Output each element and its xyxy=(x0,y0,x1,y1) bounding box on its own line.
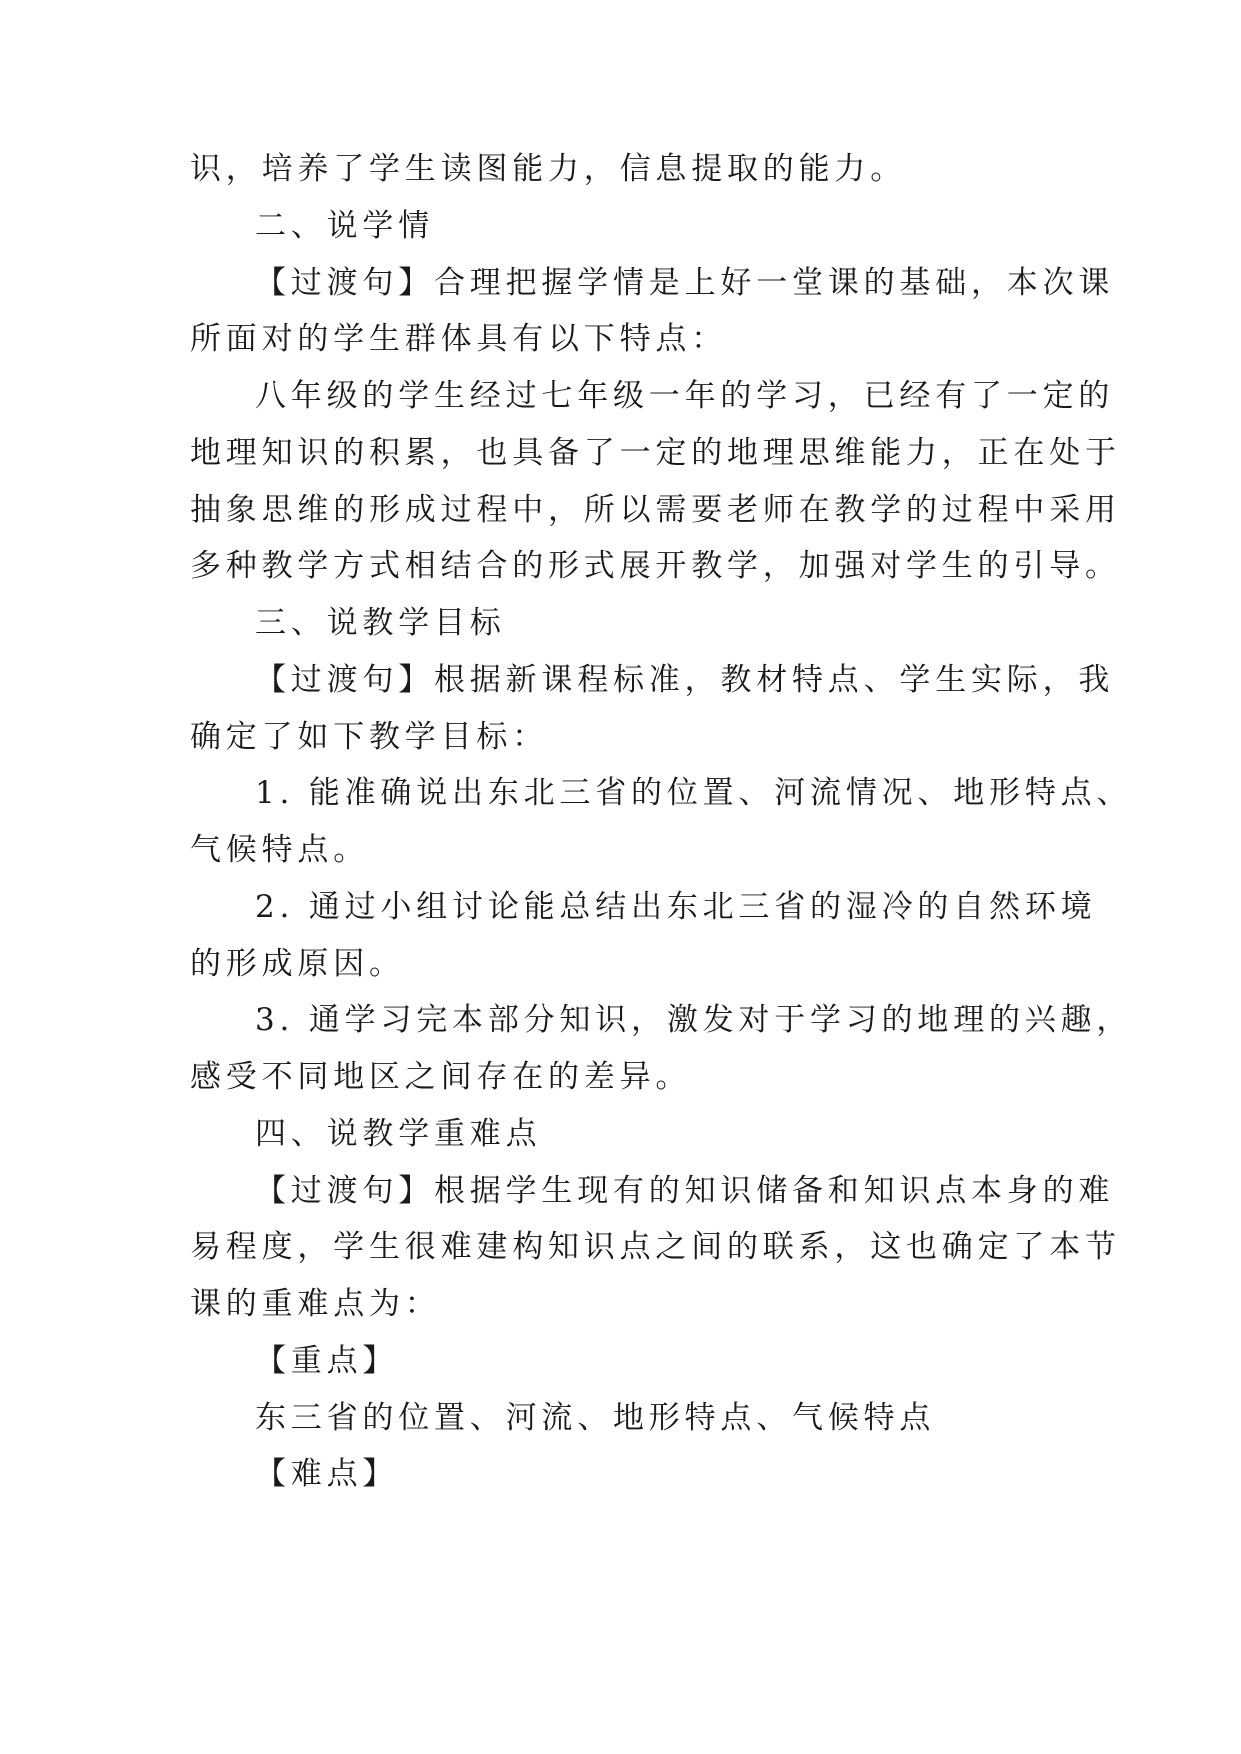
paragraph-line: 【过渡句】合理把握学情是上好一堂课的基础，本次课 xyxy=(255,265,1115,301)
paragraph-line: 多种教学方式相结合的形式展开教学，加强对学生的引导。 xyxy=(190,548,1121,584)
paragraph-line: 【过渡句】根据学生现有的知识储备和知识点本身的难 xyxy=(255,1173,1115,1209)
paragraph-line: 易程度，学生很难建构知识点之间的联系，这也确定了本节 xyxy=(190,1229,1121,1265)
paragraph-line: 抽象思维的形成过程中，所以需要老师在教学的过程中采用 xyxy=(190,492,1121,528)
paragraph-line: 气候特点。 xyxy=(190,832,369,868)
paragraph-line: 八年级的学生经过七年级一年的学习，已经有了一定的 xyxy=(255,378,1115,414)
paragraph-line: 感受不同地区之间存在的差异。 xyxy=(190,1059,692,1095)
paragraph-line: 【过渡句】根据新课程标准，教材特点、学生实际，我 xyxy=(255,662,1115,698)
paragraph-line: 的形成原因。 xyxy=(190,946,405,982)
paragraph-line: 识，培养了学生读图能力，信息提取的能力。 xyxy=(190,151,906,187)
list-item-goal-2: 2. 通过小组讨论能总结出东北三省的湿冷的自然环境 xyxy=(255,889,1097,925)
paragraph-line: 东三省的位置、河流、地形特点、气候特点 xyxy=(255,1400,936,1436)
paragraph-line: 确定了如下教学目标： xyxy=(190,719,548,755)
paragraph-line: 所面对的学生群体具有以下特点： xyxy=(190,321,727,357)
label-difficult-point: 【难点】 xyxy=(255,1456,399,1492)
list-item-goal-3: 3. 通学习完本部分知识，激发对于学习的地理的兴趣， xyxy=(255,1002,1133,1038)
section-heading-learning-situation: 二、说学情 xyxy=(255,208,434,244)
section-heading-teaching-goals: 三、说教学目标 xyxy=(255,605,506,641)
label-key-point: 【重点】 xyxy=(255,1343,399,1379)
list-item-goal-1: 1. 能准确说出东北三省的位置、河流情况、地形特点、 xyxy=(255,775,1133,811)
paragraph-line: 课的重难点为： xyxy=(190,1286,441,1322)
section-heading-key-points: 四、说教学重难点 xyxy=(255,1116,542,1152)
paragraph-line: 地理知识的积累，也具备了一定的地理思维能力，正在处于 xyxy=(190,435,1121,471)
